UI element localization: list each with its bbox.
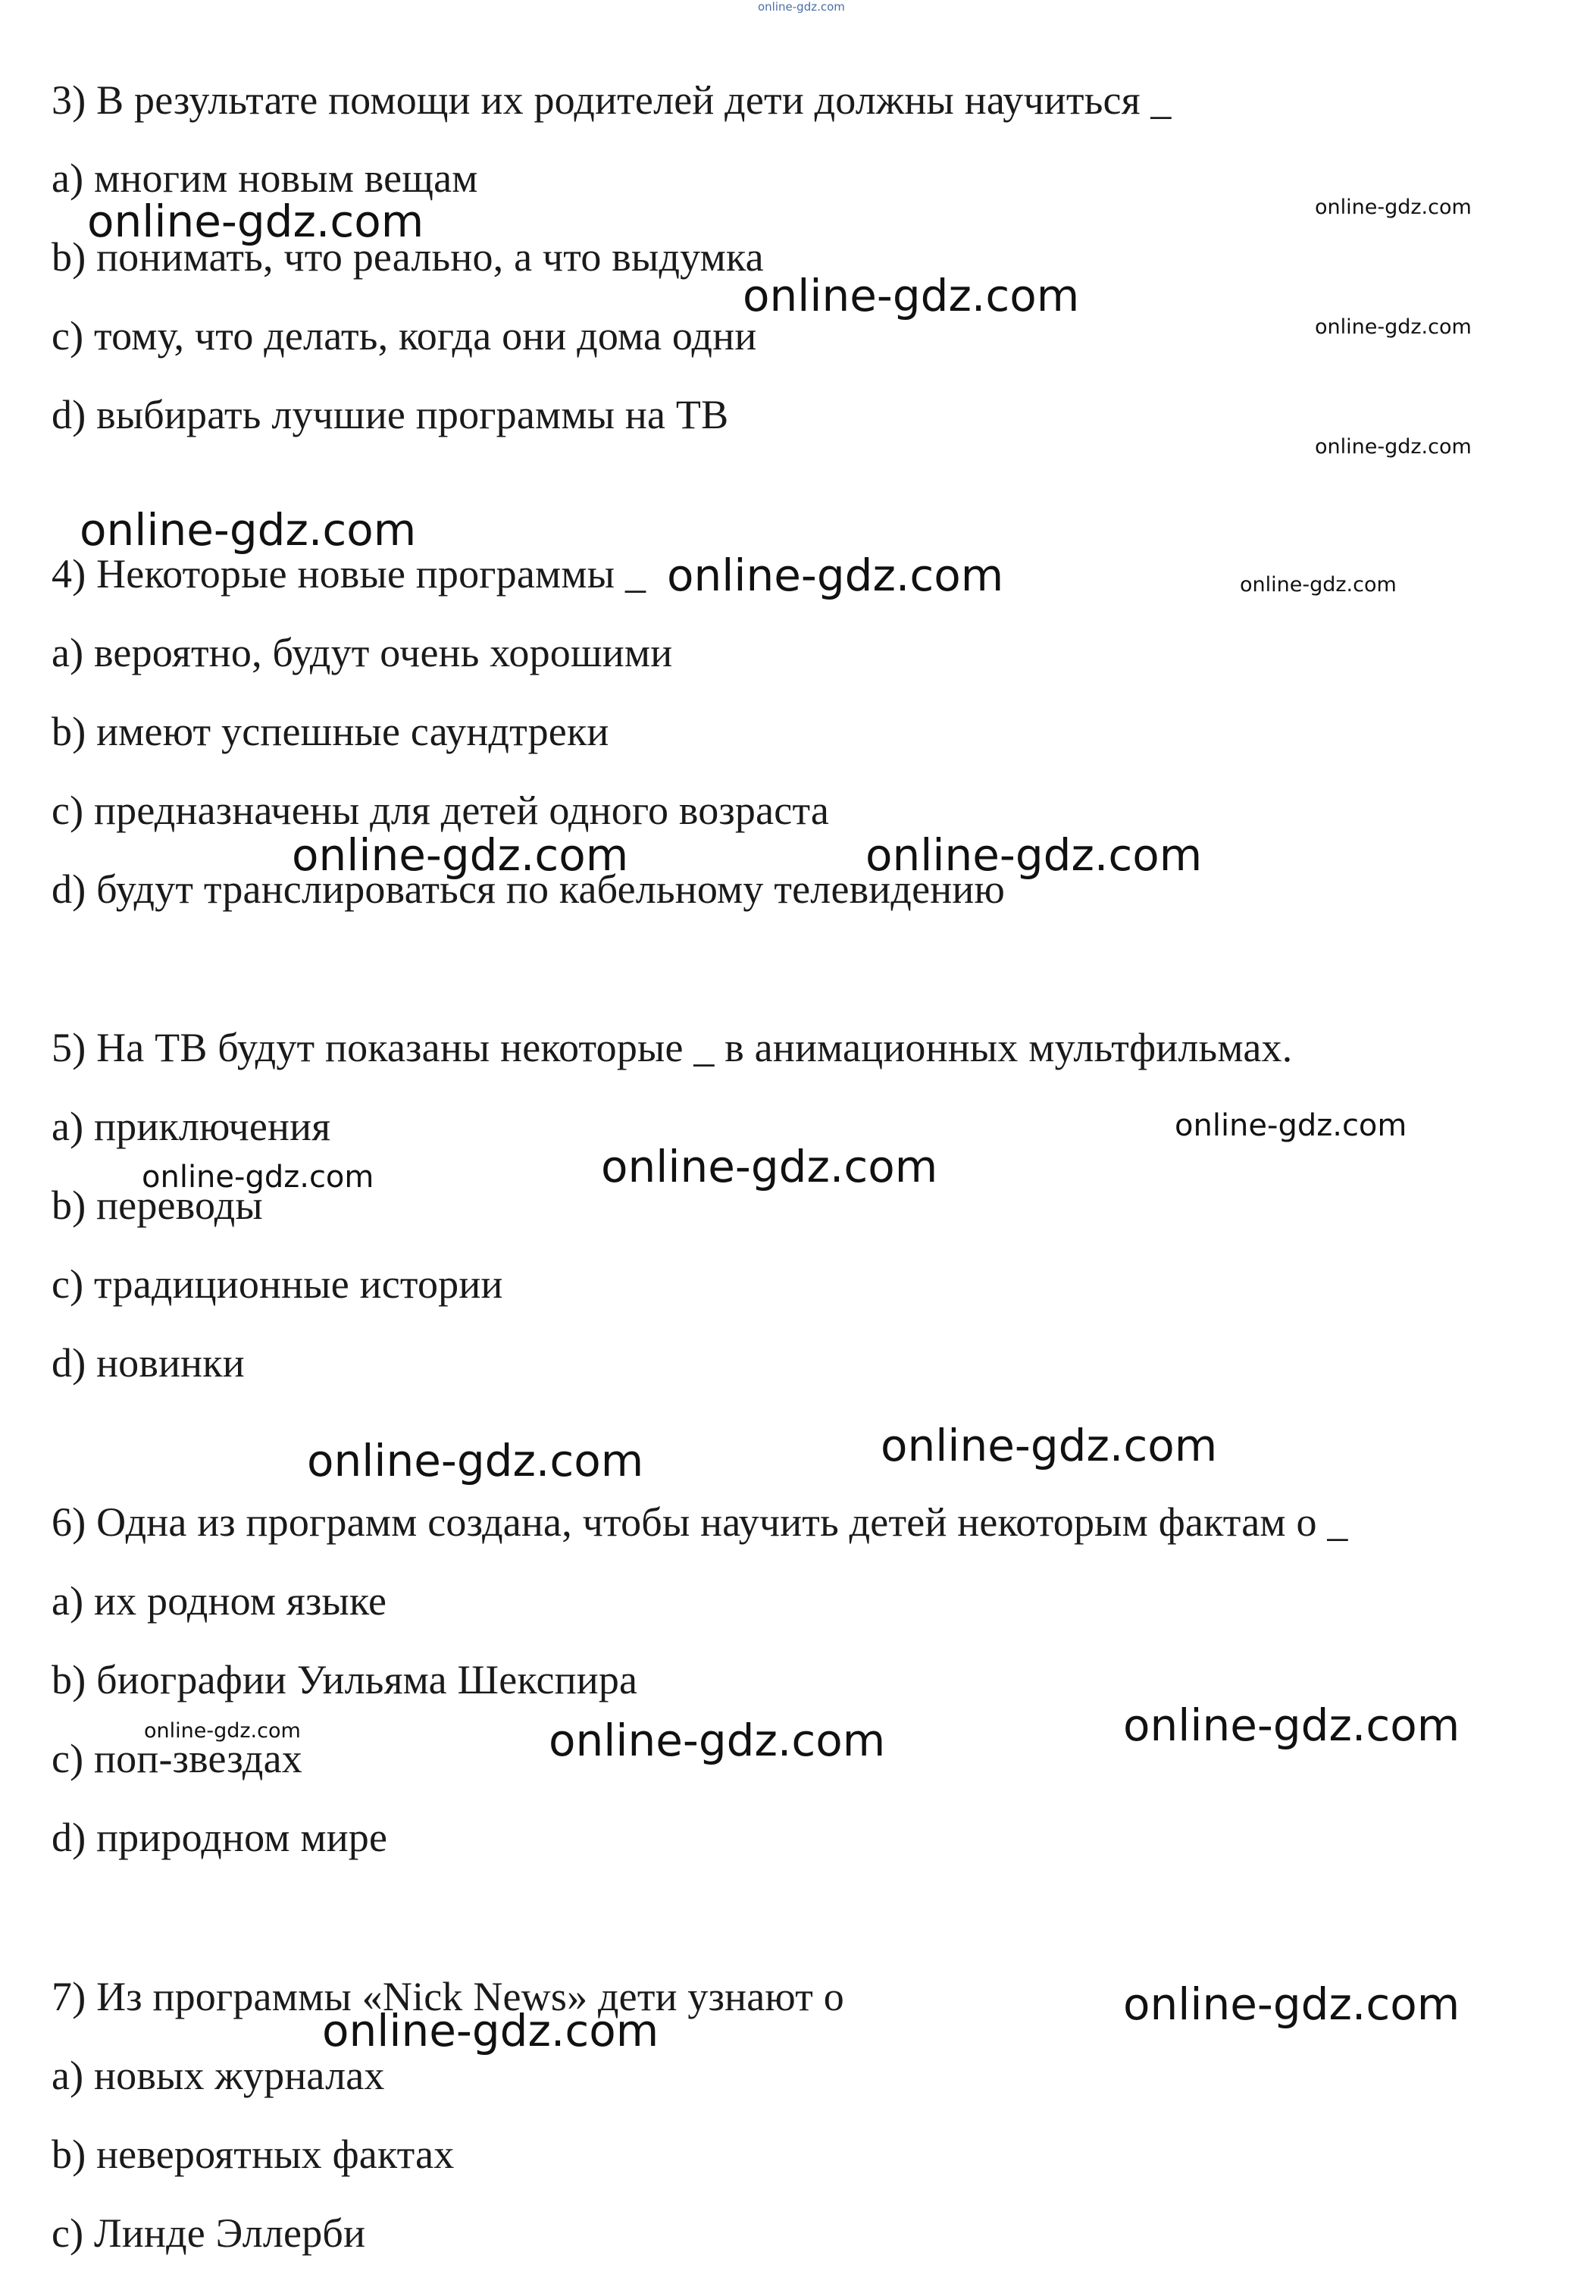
watermark: online-gdz.com <box>865 829 1203 881</box>
question-4-text: 4) Некоторые новые программы _ <box>52 551 646 597</box>
question-5-option-a: a) приключения <box>52 1104 331 1149</box>
question-3-option-b: b) понимать, что реально, а что выдумка <box>52 234 764 280</box>
watermark: online-gdz.com <box>1123 1978 1460 2030</box>
question-5-text: 5) На ТВ будут показаны некоторые _ в анимационных мультфильмах. <box>52 1025 1293 1070</box>
watermark: online-gdz.com <box>307 1435 644 1486</box>
watermark: online-gdz.com <box>87 196 424 247</box>
question-3-option-c: c) тому, что делать, когда они дома одни <box>52 313 757 359</box>
watermark: online-gdz.com <box>142 1160 374 1195</box>
question-6-option-a: a) их родном языке <box>52 1578 387 1624</box>
question-7-text: 7) Из программы «Nick News» дети узнают о <box>52 1974 844 2019</box>
watermark: online-gdz.com <box>601 1141 938 1192</box>
watermark: online-gdz.com <box>881 1420 1218 1471</box>
question-6-option-c: c) поп-звездах <box>52 1736 302 1781</box>
question-7-option-a: a) новых журналах <box>52 2053 385 2098</box>
watermark: online-gdz.com <box>1315 435 1472 459</box>
watermark: online-gdz.com <box>549 1715 886 1766</box>
watermark: online-gdz.com <box>667 550 1004 601</box>
question-4-option-a: a) вероятно, будут очень хорошими <box>52 630 673 675</box>
question-4-option-c: c) предназначены для детей одного возраста <box>52 788 830 833</box>
question-5-option-c: c) традиционные истории <box>52 1261 503 1307</box>
question-3-text: 3) В результате помощи их родителей дети должны научиться _ <box>52 77 1172 123</box>
question-4-option-d: d) будут транслироваться по кабельному телевидению <box>52 866 1005 912</box>
question-3-option-a: a) многим новым вещам <box>52 155 478 201</box>
question-7-option-b: b) невероятных фактах <box>52 2132 455 2177</box>
question-6-option-b: b) биографии Уильяма Шекспира <box>52 1657 638 1702</box>
watermark: online-gdz.com <box>1315 196 1472 219</box>
question-5-option-d: d) новинки <box>52 1340 245 1386</box>
watermark: online-gdz.com <box>322 2005 659 2056</box>
header-watermark: online-gdz.com <box>758 0 845 14</box>
watermark: online-gdz.com <box>743 270 1080 321</box>
watermark: online-gdz.com <box>1240 573 1397 597</box>
watermark: online-gdz.com <box>1175 1108 1407 1143</box>
question-6-text: 6) Одна из программ создана, чтобы научить детей некоторым фактам о _ <box>52 1499 1348 1545</box>
watermark: online-gdz.com <box>80 504 417 556</box>
question-3-option-d: d) выбирать лучшие программы на ТВ <box>52 392 729 437</box>
question-6-option-d: d) природном мире <box>52 1815 388 1860</box>
question-5-option-b: b) переводы <box>52 1182 263 1228</box>
watermark: online-gdz.com <box>1315 315 1472 339</box>
question-7-option-c: c) Линде Эллерби <box>52 2210 366 2256</box>
watermark: online-gdz.com <box>144 1719 301 1743</box>
question-4-option-b: b) имеют успешные саундтреки <box>52 709 609 754</box>
watermark: online-gdz.com <box>1123 1699 1460 1751</box>
watermark: online-gdz.com <box>292 829 629 881</box>
